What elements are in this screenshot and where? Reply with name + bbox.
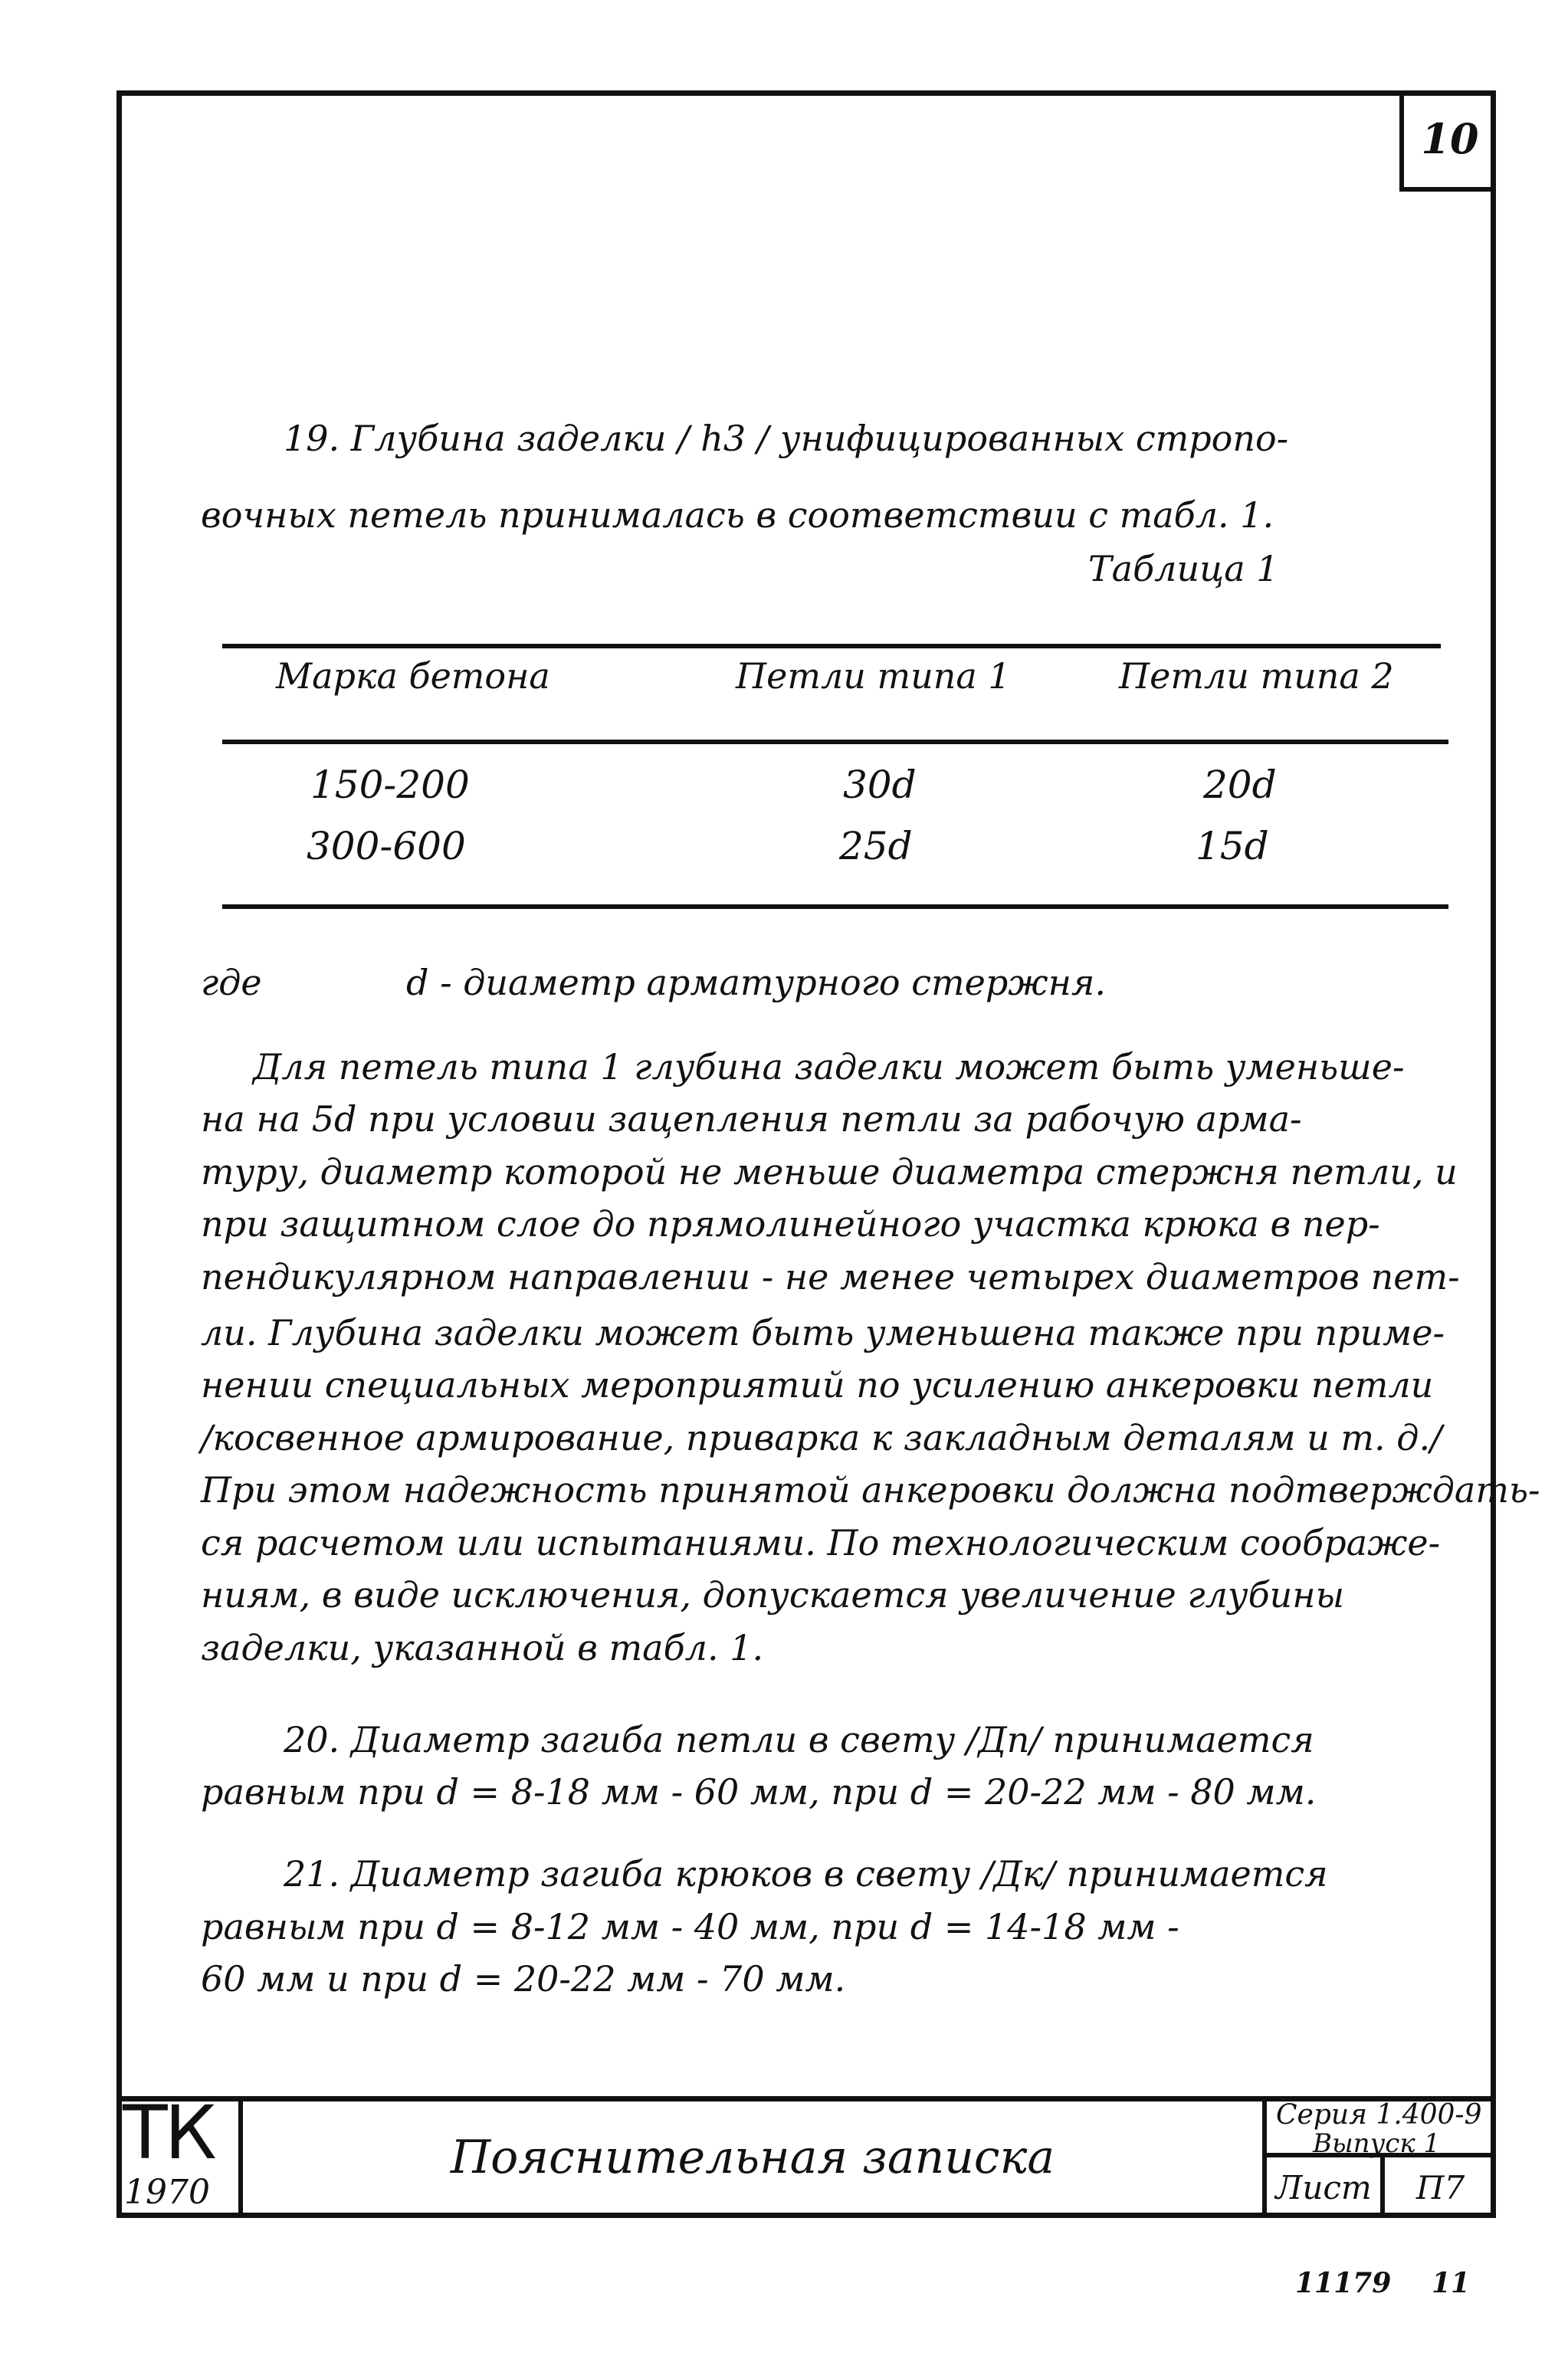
paragraph-line: Для петель типа 1 глубина заделки может быть уменьше- xyxy=(253,1046,1405,1088)
series-issue: Выпуск 1 xyxy=(1313,2128,1441,2159)
paragraph-line: при защитном слое до прямолинейного участка крюка в пер- xyxy=(201,1203,1380,1245)
archive-stamp-number: 11179 xyxy=(1295,2267,1392,2299)
table-header-loop-type-1: Петли типа 1 xyxy=(736,655,1011,697)
table-cell: 300-600 xyxy=(307,824,466,868)
section-21-line-1: 21. Диаметр загиба крюков в свету /Дк/ принимается xyxy=(284,1853,1328,1895)
section-21-line-2: равным при d = 8-12 мм - 40 мм, при d = 14-18 мм - xyxy=(201,1906,1179,1947)
section-20-line-2: равным при d = 8-18 мм - 60 мм, при d = 20-22 мм - 80 мм. xyxy=(201,1771,1317,1813)
where-definition: d - диаметр арматурного стержня. xyxy=(406,962,1106,1003)
paragraph-line: ся расчетом или испытаниями. По технологическим соображе- xyxy=(201,1522,1441,1563)
paragraph-line: /косвенное армирование, приварка к закладным деталям и т. д./ xyxy=(201,1417,1442,1458)
archive-stamp-page: 11 xyxy=(1432,2267,1471,2299)
table-cell: 150-200 xyxy=(310,763,470,807)
section-19-line-2: вочных петель принималась в соответствии с табл. 1. xyxy=(201,494,1274,536)
paragraph-line: При этом надежность принятой анкеровки должна подтверждать- xyxy=(201,1469,1540,1511)
paragraph-line: нении специальных мероприятий по усилению анкеровки петли xyxy=(201,1364,1434,1406)
paragraph-line: туру, диаметр которой не меньше диаметра стержня петли, и xyxy=(201,1151,1458,1193)
section-20-line-1: 20. Диаметр загиба петли в свету /Дп/ принимается xyxy=(284,1719,1314,1760)
table-top-rule xyxy=(222,644,1441,648)
paragraph-line: пендикулярном направлении - не менее четырех диаметров пет- xyxy=(201,1256,1460,1298)
series-cell xyxy=(1262,2096,1496,2157)
sheet-label: Лист xyxy=(1262,2157,1385,2218)
document-title: Пояснительная записка xyxy=(450,2130,1055,2184)
table-header-loop-type-2: Петли типа 2 xyxy=(1119,655,1394,697)
page-number: 10 xyxy=(1399,90,1496,192)
table-bottom-rule xyxy=(222,904,1448,909)
section-21-line-3: 60 мм и при d = 20-22 мм - 70 мм. xyxy=(201,1958,846,2000)
paragraph-line: ли. Глубина заделки может быть уменьшена также при приме- xyxy=(201,1312,1445,1353)
table-header-rule xyxy=(222,740,1448,744)
sheet-number: П7 xyxy=(1415,2169,1465,2206)
table-cell: 30d xyxy=(843,763,917,807)
org-cell xyxy=(116,2090,243,2218)
where-word: где xyxy=(201,962,262,1003)
table-cell: 15d xyxy=(1196,824,1269,868)
org-code: ТК xyxy=(123,2090,214,2176)
table-header-concrete-grade: Марка бетона xyxy=(276,655,550,697)
paragraph-line: на на 5d при условии зацепления петли за рабочую арма- xyxy=(201,1098,1302,1140)
org-year: 1970 xyxy=(124,2173,210,2212)
section-19-line-1: 19. Глубина заделки / h3 / унифицированных стропо- xyxy=(284,418,1289,459)
table-cell: 25d xyxy=(839,824,913,868)
table-caption: Таблица 1 xyxy=(1088,548,1279,589)
series-number: Серия 1.400-9 xyxy=(1276,2099,1482,2131)
paragraph-line: ниям, в виде исключения, допускается увеличение глубины xyxy=(201,1574,1345,1616)
paragraph-line: заделки, указанной в табл. 1. xyxy=(201,1627,764,1668)
table-cell: 20d xyxy=(1203,763,1277,807)
